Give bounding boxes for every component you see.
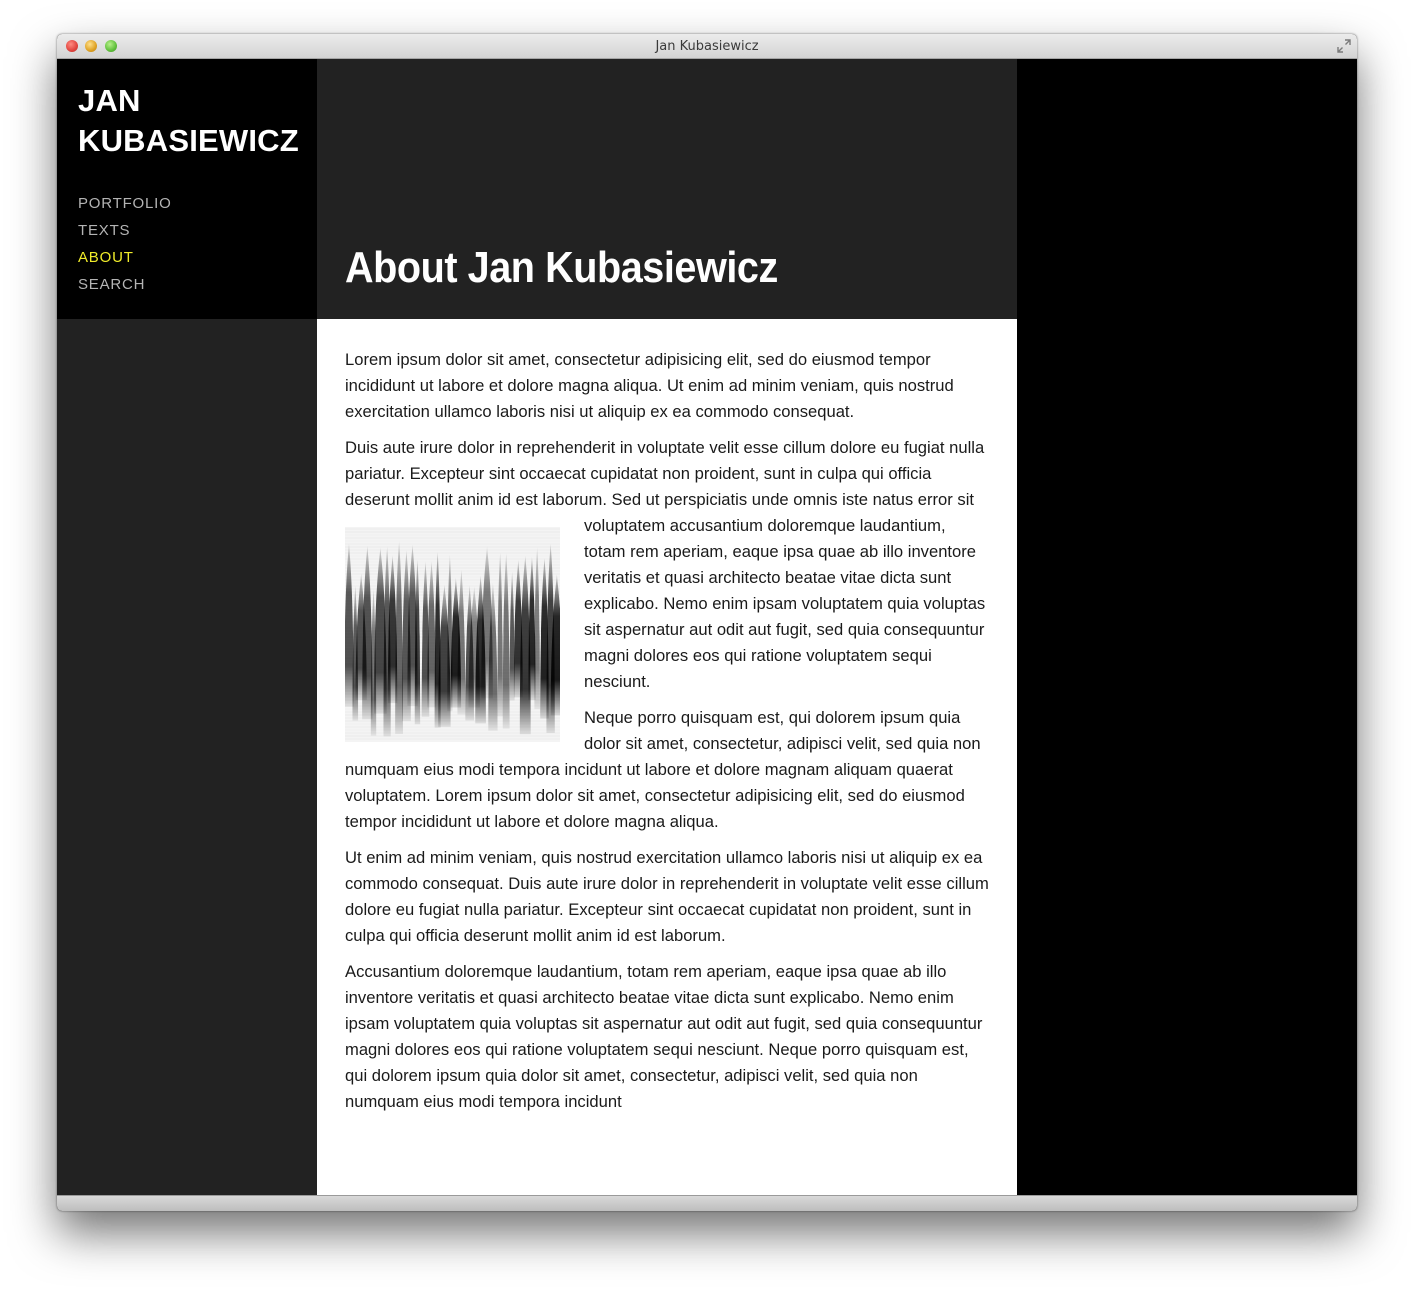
paragraph-text: Duis aute irure dolor in reprehenderit in voluptate velit esse cillum dolore eu fugiat nulla pariatur. Excepteur sint occaecat cupidatat non proident, sunt in culpa qui officia deserunt mollit anim id est laborum. Sed ut perspiciatis unde omnis iste natus error sit voluptatem accusantium doloremque laudantium, xyxy=(345,438,985,535)
site-title[interactable] xyxy=(78,81,299,161)
site-title-line1: JAN xyxy=(78,83,141,118)
paragraph: Lorem ipsum dolor sit amet, consectetur adipisicing elit, sed do eiusmod tempor incididunt ut labore et dolore magna aliqua. Ut enim ad minim veniam, quis nostrud exercitation ullamco laboris nisi ut aliquip ex ea commodo consequat. xyxy=(345,350,954,421)
window-titlebar xyxy=(57,34,1357,59)
nav-item-texts[interactable]: TEXTS xyxy=(78,222,131,239)
waveform-artwork-image xyxy=(345,527,560,742)
main-nav xyxy=(78,190,172,298)
paragraph: Neque porro quisquam est, qui dolorem ipsum quia dolor sit amet, consectetur, adipisci velit, sed quia non numquam eius modi tempora incidunt ut labore et dolore magnam aliquam quaerat voluptatem. Lorem ipsum dolor sit amet, consectetur adipisicing elit, sed do eiusmod tempor incididunt ut labore et dolore magna aliqua. xyxy=(345,708,981,831)
nav-item-about[interactable]: ABOUT xyxy=(78,249,134,266)
nav-item-portfolio[interactable]: PORTFOLIO xyxy=(78,195,172,212)
article-content xyxy=(317,319,1017,1195)
page-background-right xyxy=(1017,59,1357,1195)
sidebar-filler xyxy=(57,319,317,1195)
waveform-graphic xyxy=(345,527,560,742)
page-title: About Jan Kubasiewicz xyxy=(345,243,778,292)
paragraph-with-image xyxy=(345,435,989,695)
page-header xyxy=(317,59,1017,319)
browser-window xyxy=(57,34,1357,1211)
window-bottom-bar xyxy=(57,1195,1357,1211)
paragraph-text-continued: totam rem aperiam, eaque ipsa quae ab illo inventore veritatis et quasi architecto beatae vitae dicta sunt explicabo. Nemo enim ipsam voluptatem quia voluptas sit aspernatur aut odit aut fugit, sed quia consequuntur magni dolores eos qui ratione voluptatem sequi nesciunt. xyxy=(584,542,986,691)
page-viewport[interactable] xyxy=(57,59,1357,1195)
paragraph: Accusantium doloremque laudantium, totam rem aperiam, eaque ipsa quae ab illo inventore veritatis et quasi architecto beatae vitae dicta sunt explicabo. Nemo enim ipsam voluptatem quia voluptas sit aspernatur aut odit aut fugit, sed quia consequuntur magni dolores eos qui ratione voluptatem sequi nesciunt. Neque porro quisquam est, qui dolorem ipsum quia dolor sit amet, consectetur, adipisci velit, sed quia non numquam eius modi tempora incidunt xyxy=(345,962,983,1111)
window-title: Jan Kubasiewicz xyxy=(655,39,759,54)
paragraph: Ut enim ad minim veniam, quis nostrud exercitation ullamco laboris nisi ut aliquip ex ea commodo consequat. Duis aute irure dolor in reprehenderit in voluptate velit esse cillum dolore eu fugiat nulla pariatur. Excepteur sint occaecat cupidatat non proident, sunt in culpa qui officia deserunt mollit anim id est laborum. xyxy=(345,848,989,945)
sidebar-header xyxy=(57,59,317,319)
nav-item-search[interactable]: SEARCH xyxy=(78,276,146,293)
fullscreen-icon[interactable] xyxy=(1337,39,1351,53)
site-title-line2: KUBASIEWICZ xyxy=(78,123,299,158)
